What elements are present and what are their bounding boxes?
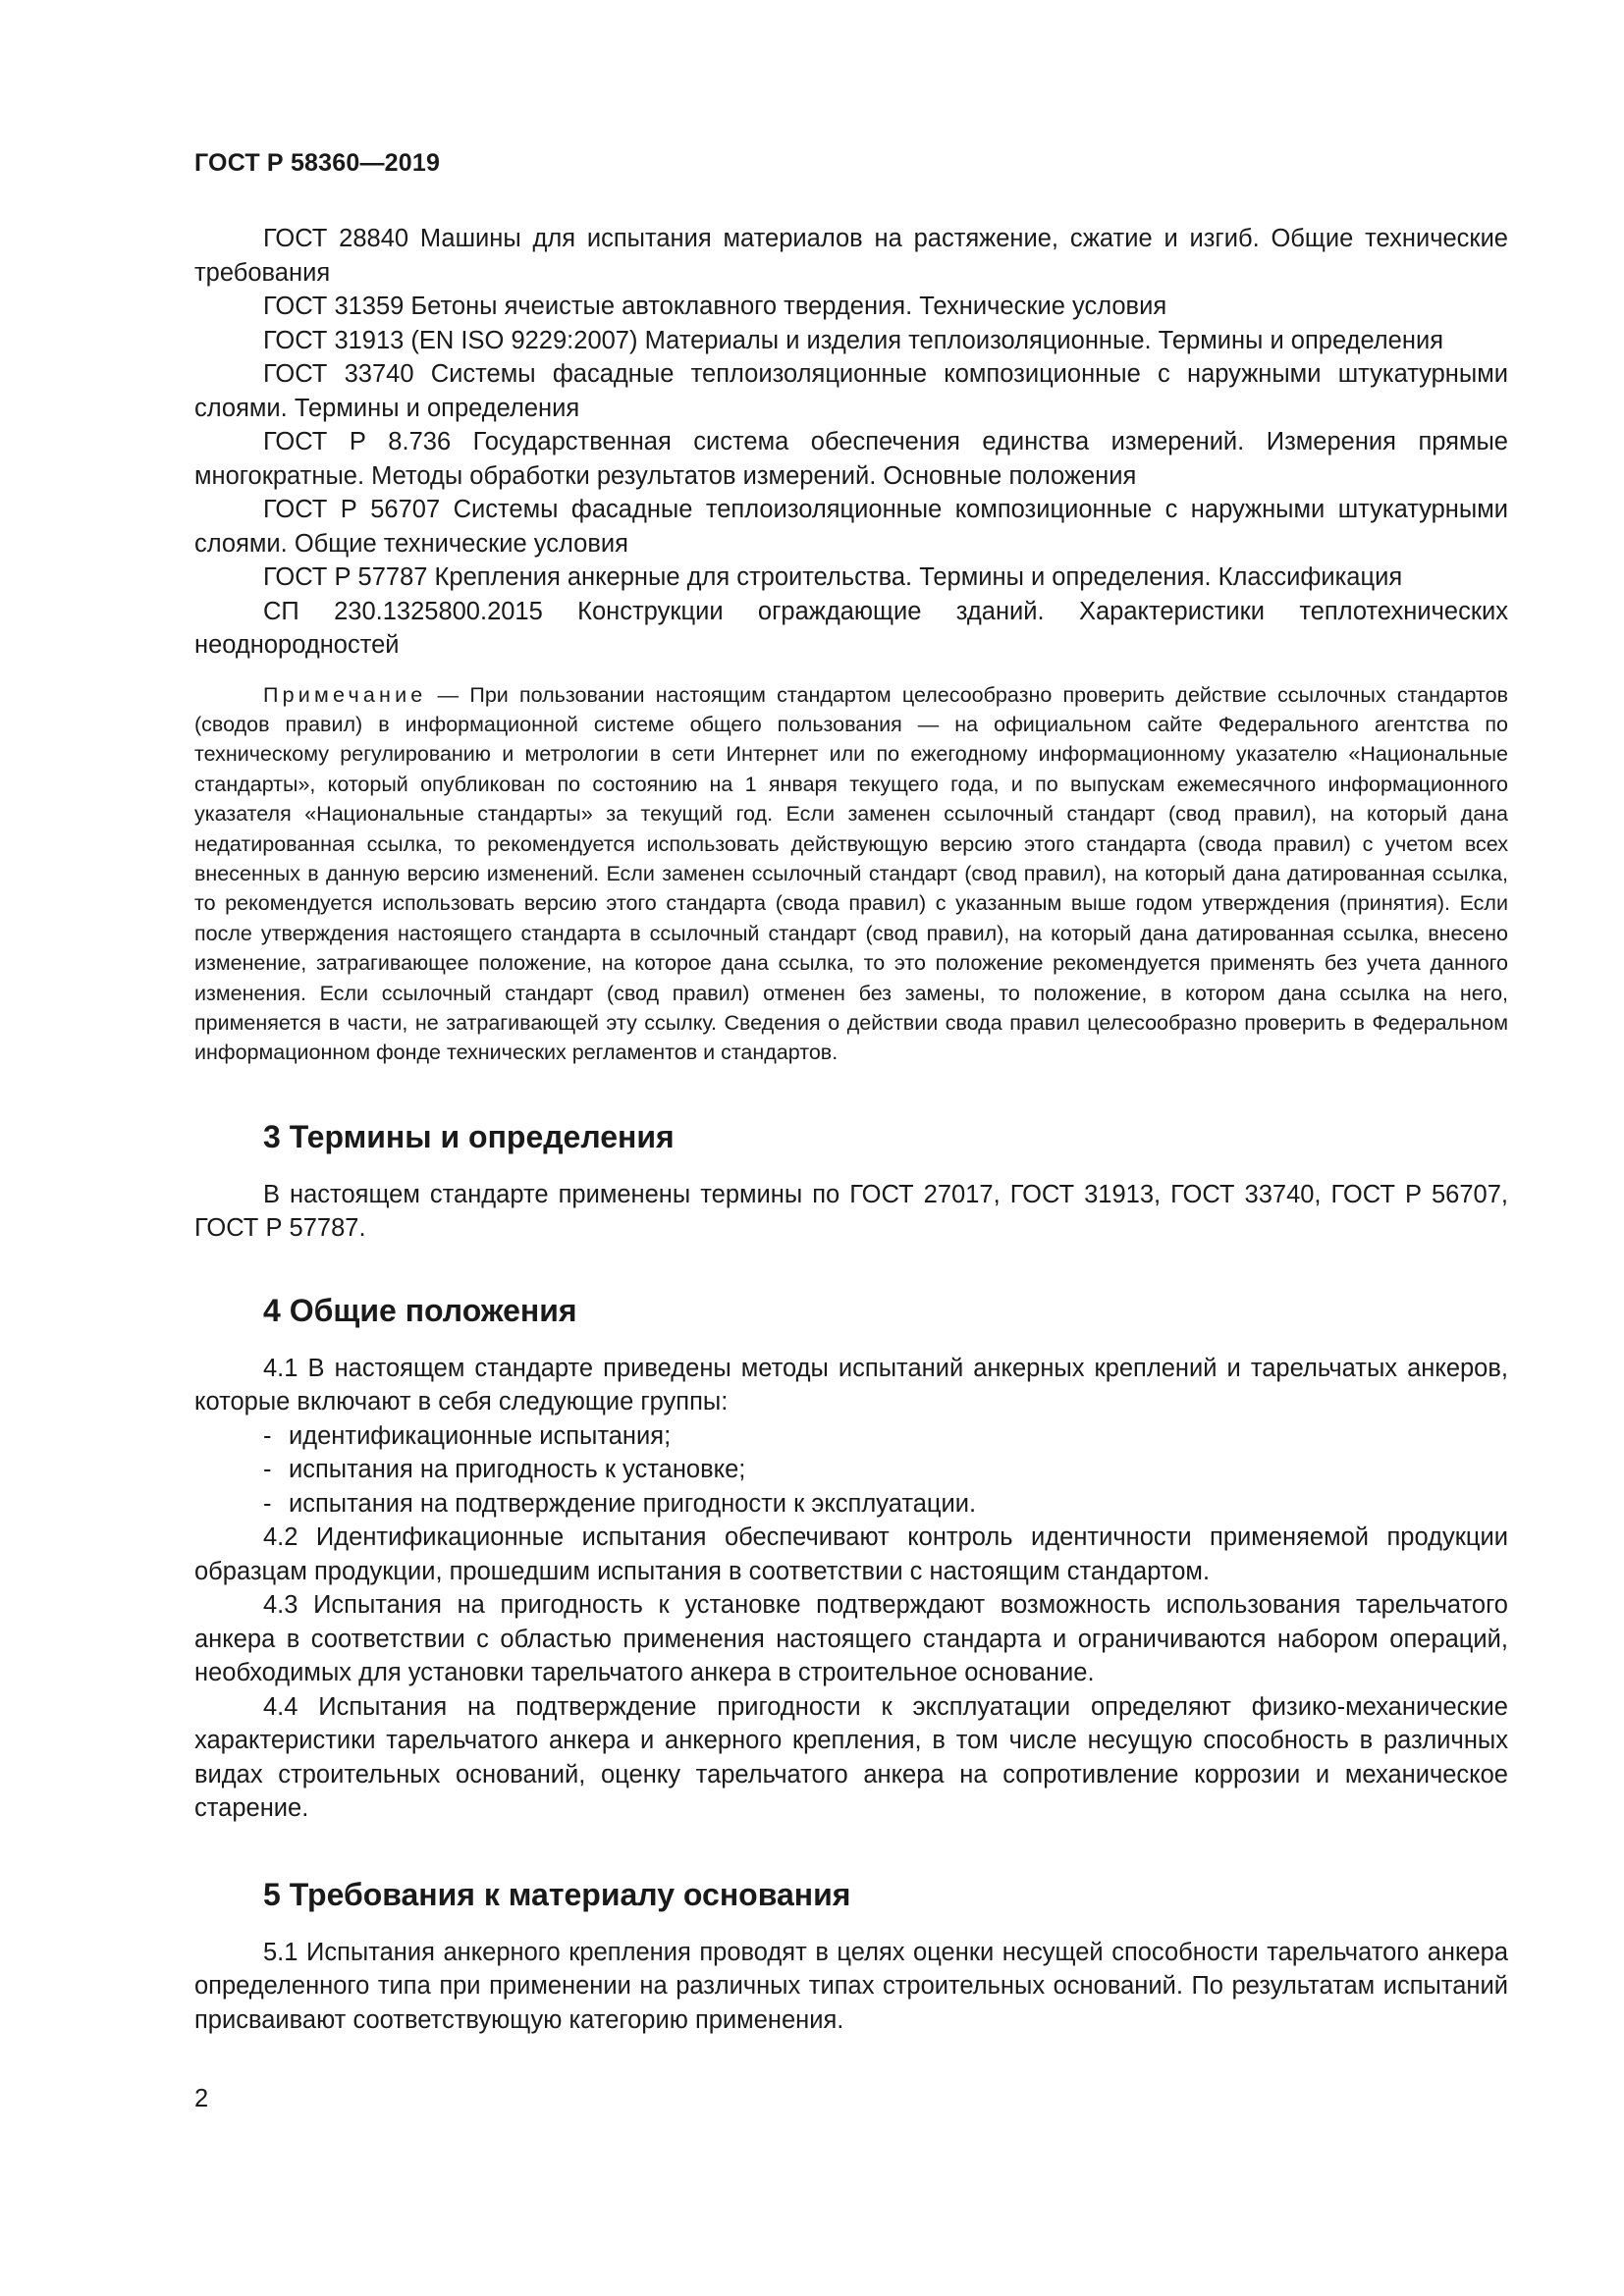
section-5-heading: 5 Требования к материалу основания bbox=[263, 1876, 851, 1912]
section-4-heading: 4 Общие положения bbox=[263, 1292, 577, 1328]
reference-item: ГОСТ 31913 (EN ISO 9229:2007) Материалы и изделия теплоизоляционные. Термины и определения bbox=[263, 326, 1443, 354]
list-item-text: идентификационные испытания; bbox=[289, 1421, 672, 1450]
page-number: 2 bbox=[194, 2085, 209, 2112]
references-note bbox=[194, 680, 1508, 1068]
reference-item: СП 230.1325800.2015 Конструкции ограждающие зданий. Характеристики теплотехнических неоднородностей bbox=[194, 597, 1508, 659]
list-dash: - bbox=[263, 1489, 272, 1518]
reference-item: ГОСТ 28840 Машины для испытания материалов на растяжение, сжатие и изгиб. Общие технические требования bbox=[194, 225, 1508, 287]
list-item-text: испытания на пригодность к установке; bbox=[289, 1456, 746, 1484]
section-3-heading: 3 Термины и определения bbox=[263, 1118, 675, 1154]
reference-item: ГОСТ Р 8.736 Государственная система обеспечения единства измерений. Измерения прямые многократные. Методы обработки результатов измерений. Основные положения bbox=[194, 428, 1508, 490]
reference-item: ГОСТ 31359 Бетоны ячеистые автоклавного твердения. Технические условия bbox=[263, 293, 1167, 320]
list-item bbox=[194, 1487, 1508, 1522]
list-dash: - bbox=[263, 1456, 272, 1484]
reference-item: ГОСТ Р 56707 Системы фасадные теплоизоляционные композиционные с наружными штукатурными слоями. Общие технические условия bbox=[194, 496, 1508, 558]
section-5-1: 5.1 Испытания анкерного крепления проводят в целях оценки несущей способности тарельчатого анкера определенного типа при применении на различных типах строительных оснований. По результатам испытаний присваивают соответствующую категорию применения. bbox=[194, 1938, 1508, 2034]
list-dash: - bbox=[263, 1421, 272, 1450]
list-item-text: испытания на подтверждение пригодности к эксплуатации. bbox=[289, 1489, 977, 1518]
section-4-1: 4.1 В настоящем стандарте приведены методы испытаний анкерных креплений и тарельчатых анкеров, которые включают в себя следующие группы: bbox=[194, 1354, 1508, 1416]
reference-item: ГОСТ 33740 Системы фасадные теплоизоляционные композиционные с наружными штукатурными слоями. Термины и определения bbox=[194, 360, 1508, 422]
reference-item: ГОСТ Р 57787 Крепления анкерные для строительства. Термины и определения. Классификация bbox=[263, 563, 1403, 591]
section-4-3: 4.3 Испытания на пригодность к установке подтверждают возможность использования тарельчатого анкера в соответствии с областью применения настоящего стандарта и ограничиваются набором операций, необходимых для установки тарельчатого анкера в строительное основание. bbox=[194, 1591, 1508, 1687]
note-text: — При пользовании настоящим стандартом целесообразно проверить действие ссылочных стандартов (сводов правил) в информационной системе общего пользования — на официальном сайте Федерального агентства по техническому регулированию и метрологии в сети Интернет или по ежегодному информационному указателю «Национальные стандарты», который опубликован по состоянию на 1 января текущего года, и по выпускам ежемесячного информационного указателя «Национальные стандарты» за текущий год. Если заменен ссылочный стандарт (свод правил), на который дана недатированная ссылка, то рекомендуется использовать действующую версию этого стандарта (свода правил) с учетом всех внесенных в данную версию изменений. Если заменен ссылочный стандарт (свод правил), на который дана датированная ссылка, то рекомендуется использовать версию этого стандарта (свода правил) с указанным выше годом утверждения (принятия). Если после утверждения настоящего стандарта в ссылочный стандарт (свод правил), на который дана датированная ссылка, внесено изменение, затрагивающее положение, на которое дана ссылка, то это положение рекомендуется применять без учета данного изменения. Если ссылочный стандарт (свод правил) отменен без замены, то положение, в котором дана ссылка на него, применяется в части, не затрагивающей эту ссылку. Сведения о действии свода правил целесообразно проверить в Федеральном информационном фонде технических регламентов и стандартов. bbox=[194, 682, 1508, 1065]
page-content bbox=[194, 222, 1508, 2037]
list-item bbox=[194, 1453, 1508, 1487]
note-lead: Примечание bbox=[263, 682, 427, 707]
document-header: ГОСТ Р 58360—2019 bbox=[194, 149, 441, 177]
section-4-2: 4.2 Идентификационные испытания обеспечивают контроль идентичности применяемой продукции образцам продукции, прошедшим испытания в соответствии с настоящим стандартом. bbox=[194, 1523, 1508, 1585]
section-4-4: 4.4 Испытания на подтверждение пригодности к эксплуатации определяют физико-механические характеристики тарельчатого анкера и анкерного крепления, в том числе несущую способность в различных видах строительных оснований, оценку тарельчатого анкера на сопротивление коррозии и механическое старение. bbox=[194, 1692, 1508, 1823]
list-item bbox=[194, 1419, 1508, 1454]
section-3-text: В настоящем стандарте применены термины по ГОСТ 27017, ГОСТ 31913, ГОСТ 33740, ГОСТ Р 56707, ГОСТ Р 57787. bbox=[194, 1180, 1508, 1243]
